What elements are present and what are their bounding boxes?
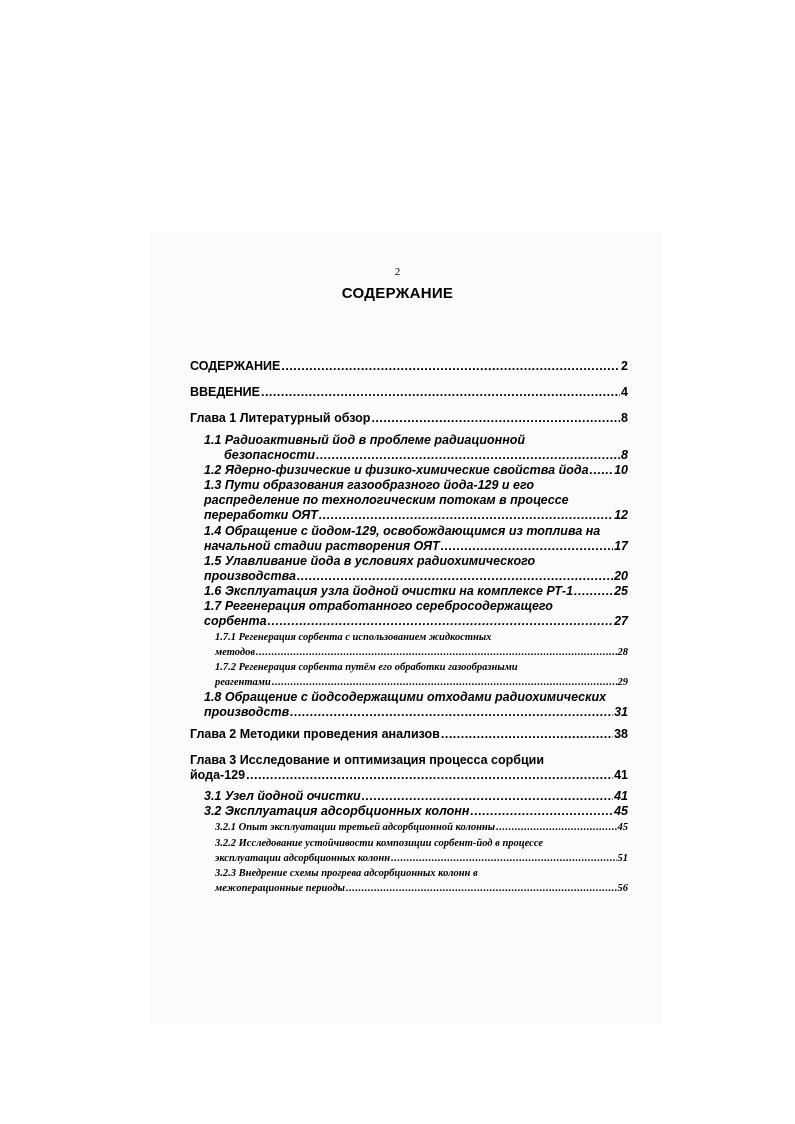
toc-entry[interactable]: [190, 753, 628, 783]
toc-entry-text: Глава 1 Литературный обзор: [190, 411, 371, 425]
toc-entry-text: 3.2.3 Внедрение схемы прогрева адсорбционных колонн в: [215, 868, 478, 879]
toc-entry[interactable]: [204, 789, 628, 804]
toc-page-number: 29: [617, 677, 628, 688]
toc-entry-line: [215, 851, 628, 866]
toc-leader-dots: [272, 675, 617, 690]
toc-leader-dots: [574, 584, 613, 599]
toc-leader-dots: [256, 645, 616, 660]
toc-entry-text: Глава 2 Методики проведения анализов: [190, 727, 440, 741]
toc-entry-line: [190, 411, 628, 426]
toc-leader-dots: [441, 727, 613, 742]
toc-entry[interactable]: [204, 463, 628, 478]
toc-entry-line: [204, 478, 628, 493]
toc-entry-text: методов: [215, 647, 256, 658]
toc-entry[interactable]: [190, 411, 628, 426]
toc-entry-text: переработки ОЯТ: [204, 508, 318, 522]
toc-leader-dots: [316, 448, 620, 463]
toc-page-number: 8: [621, 411, 628, 425]
toc-entry-line: [204, 705, 628, 720]
toc-page-number: 4: [621, 385, 628, 399]
toc-entry-text: 1.6 Эксплуатация узла йодной очистки на комплексе РТ-1: [204, 584, 574, 598]
toc-entry[interactable]: [204, 478, 628, 523]
toc-entry-text: эксплуатации адсорбционных колонн: [215, 853, 391, 864]
toc-entry-text: ВВЕДЕНИЕ: [190, 385, 260, 399]
toc-page-number: 27: [614, 614, 628, 628]
toc-page-number: 31: [614, 705, 628, 719]
toc-entry[interactable]: [204, 804, 628, 819]
toc-entry-text: реагентами: [215, 677, 271, 688]
toc-entry-text: 1.4 Обращение с йодом-129, освобождающимся из топлива на: [204, 524, 601, 538]
toc-entry-text: 3.2.2 Исследование устойчивости композиции сорбент-йод в процессе: [215, 838, 544, 849]
toc-entry-text: 1.7 Регенерация отработанного серебросодержащего: [204, 599, 553, 613]
toc-entry-line: [204, 584, 628, 599]
toc-entry-text: 1.8 Обращение с йодсодержащими отходами радиохимических: [204, 690, 607, 704]
toc-entry-line: [204, 789, 628, 804]
toc-page-number: 12: [614, 508, 628, 522]
toc-entry-line: [215, 630, 628, 645]
toc-entry-text: 3.1 Узел йодной очистки: [204, 789, 361, 803]
toc-leader-dots: [297, 569, 613, 584]
toc-entry[interactable]: [204, 584, 628, 599]
toc-leader-dots: [246, 768, 613, 783]
toc-entry-line: [190, 359, 628, 374]
toc-entry-text: 1.7.2 Регенерация сорбента путём его обработки газообразными: [215, 662, 518, 673]
toc-leader-dots: [496, 820, 616, 835]
toc-entry-line: [204, 554, 628, 569]
toc-entry-line: [215, 836, 628, 851]
toc-page-number: 20: [614, 569, 628, 583]
toc-entry-text: Глава 3 Исследование и оптимизация процесса сорбции: [190, 753, 545, 767]
toc-entry[interactable]: [215, 660, 628, 690]
toc-entry-text: СОДЕРЖАНИЕ: [190, 359, 281, 373]
toc-leader-dots: [371, 411, 620, 426]
toc-leader-dots: [441, 539, 613, 554]
toc-entry[interactable]: [204, 524, 628, 554]
page-number: 2: [394, 266, 401, 278]
toc-page-number: 10: [614, 463, 628, 477]
toc-entry-text: 3.2 Эксплуатация адсорбционных колонн: [204, 804, 470, 818]
toc-entry-line: [204, 569, 628, 584]
document-title: СОДЕРЖАНИЕ: [341, 285, 454, 302]
toc-entry[interactable]: [215, 820, 628, 835]
toc-leader-dots: [261, 385, 620, 400]
toc-entry[interactable]: [215, 630, 628, 660]
toc-entry-text: 1.1 Радиоактивный йод в проблеме радиационной: [204, 433, 526, 447]
toc-entry-text: межоперационные периоды: [215, 883, 345, 894]
toc-entry-line: [215, 645, 628, 660]
toc-entry-line: [215, 881, 628, 896]
toc-entry-line: [204, 539, 628, 554]
toc-page-number: 8: [621, 448, 628, 462]
toc-leader-dots: [391, 851, 616, 866]
toc-page-number: 45: [614, 804, 628, 818]
toc-entry-text: 1.2 Ядерно-физические и физико-химические свойства йода: [204, 463, 589, 477]
toc-entry-text: производства: [204, 569, 296, 583]
toc-entry-line: [204, 508, 628, 523]
toc-leader-dots: [346, 881, 617, 896]
toc-page-number: 2: [621, 359, 628, 373]
toc-entry[interactable]: [190, 727, 628, 742]
toc-page-number: 28: [617, 647, 628, 658]
toc-entry-line: [190, 753, 628, 768]
toc-leader-dots: [470, 804, 613, 819]
toc-entry[interactable]: [204, 690, 628, 720]
toc-entry-line: [204, 433, 628, 448]
toc-entry-text: начальной стадии растворения ОЯТ: [204, 539, 440, 553]
toc-entry-text: 1.3 Пути образования газообразного йода-129 и его: [204, 478, 534, 492]
toc-leader-dots: [319, 508, 613, 523]
toc-page-number: 56: [617, 883, 628, 894]
toc-entry[interactable]: [204, 599, 628, 629]
toc-page-number: 41: [614, 789, 628, 803]
toc-page-number: 51: [617, 853, 628, 864]
toc-leader-dots: [362, 789, 613, 804]
toc-entry-text: йода-129: [190, 768, 246, 782]
toc-leader-dots: [281, 359, 620, 374]
toc-entry-line: [204, 463, 628, 478]
toc-entry[interactable]: [204, 433, 628, 463]
toc-entry-text: сорбента: [204, 614, 267, 628]
toc-leader-dots: [290, 705, 613, 720]
toc-entry-text: 1.5 Улавливание йода в условиях радиохимического: [204, 554, 536, 568]
toc-entry-line: [190, 385, 628, 400]
toc-entry-line: [190, 727, 628, 742]
toc-page-number: 25: [614, 584, 628, 598]
toc-leader-dots: [268, 614, 614, 629]
toc-entry-text: 3.2.1 Опыт эксплуатации третьей адсорбционной колонны: [215, 822, 496, 833]
toc-entry[interactable]: [190, 359, 628, 374]
toc-entry-line: [215, 675, 628, 690]
toc-entry-line: [204, 690, 628, 705]
toc-entry-line: [204, 599, 628, 614]
toc-entry-line: [204, 614, 628, 629]
toc-entry-line: [204, 493, 628, 508]
toc-entry[interactable]: [215, 866, 628, 896]
toc-entry-text: безопасности: [224, 448, 315, 462]
toc-entry-line: [215, 866, 628, 881]
toc-leader-dots: [590, 463, 614, 478]
toc-entry-line: [190, 768, 628, 783]
toc-page-number: 17: [614, 539, 628, 553]
toc-entry-line: [204, 448, 628, 463]
toc-entry-line: [204, 524, 628, 539]
toc-entry-line: [215, 820, 628, 835]
toc-entry-line: [204, 804, 628, 819]
toc-entry[interactable]: [204, 554, 628, 584]
toc-page-number: 45: [617, 822, 628, 833]
toc-page-number: 41: [614, 768, 628, 782]
toc-entry[interactable]: [190, 385, 628, 400]
toc-entry-text: производств: [204, 705, 290, 719]
toc-entry-text: распределение по технологическим потокам в процессе: [204, 493, 569, 507]
toc-entry[interactable]: [215, 836, 628, 866]
toc-entry-text: 1.7.1 Регенерация сорбента с использованием жидкостных: [215, 632, 492, 643]
toc-entry-line: [215, 660, 628, 675]
toc-page-number: 38: [614, 727, 628, 741]
